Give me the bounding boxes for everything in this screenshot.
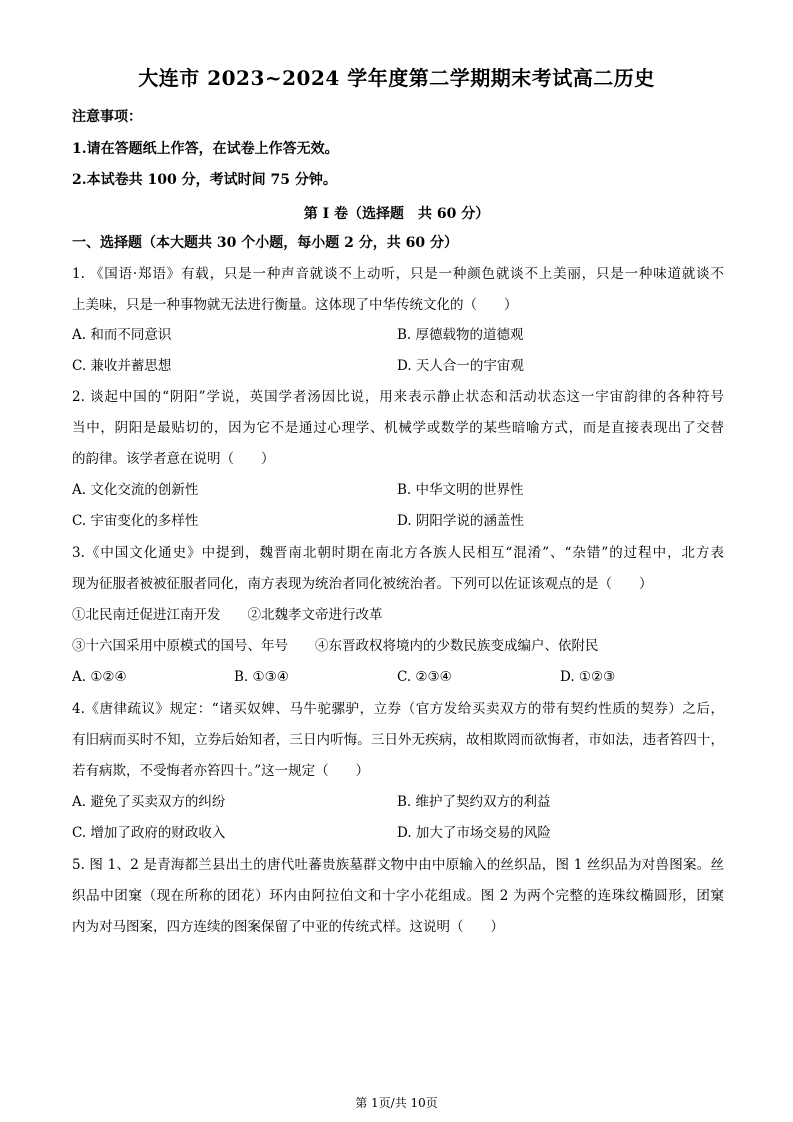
option-a: A. 文化交流的创新性 — [72, 482, 199, 498]
option-a: A. ①②④ — [72, 669, 127, 685]
option-a: A. 避免了买卖双方的纠纷 — [72, 794, 226, 810]
question-stem-line: 内为对马图案，四方连续的图案保留了中亚的传统式样。这说明（ ） — [72, 919, 504, 935]
part-title: 第 I 卷（选择题 共 60 分） — [303, 206, 490, 222]
question-stem-line: 有旧病而买时不知，立券后始知者，三日内听悔。三日外无疾病，故相欺罔而欲悔者，市如法，违者笞四十， — [72, 732, 724, 748]
question-stem-line: 的韵律。该学者意在说明（ ） — [72, 451, 275, 467]
question-stem-line: 上美味，只是一种事物就无法进行衡量。这体现了中华传统文化的（ ） — [72, 297, 518, 313]
option-d: D. 天人合一的宇宙观 — [397, 358, 524, 374]
option-c: C. 宇宙变化的多样性 — [72, 513, 199, 529]
question-stem-line: 3.《中国文化通史》中提到，魏晋南北朝时期在南北方各族人民相互“混淆”、“杂错”的过程中，北方表 — [72, 545, 724, 561]
option-c: C. ②③④ — [397, 669, 452, 685]
question-stem-line: 当中，阴阳是最贴切的，因为它不是通过心理学、机械学或数学的某些暗喻方式，而是直接表现出了交替 — [72, 420, 724, 436]
option-b: B. ①③④ — [234, 669, 289, 685]
question-stem-line: 5. 图 1、2 是青海都兰县出土的唐代吐蕃贵族墓群文物中由中原输入的丝织品，图 1 丝织品为对兽图案。丝 — [72, 857, 724, 873]
option-a: A. 和而不同意识 — [72, 327, 172, 343]
exam-title: 大连市 2023~2024 学年度第二学期期末考试高二历史 — [138, 66, 655, 90]
section-title: 一、选择题（本大题共 30 个小题，每小题 2 分，共 60 分） — [72, 235, 458, 251]
question-stem-line: 1. 《国语·郑语》有载，只是一种声音就谈不上动听，只是一种颜色就谈不上美丽，只是一种味道就谈不 — [72, 266, 724, 282]
option-d: D. 阴阳学说的涵盖性 — [397, 513, 524, 529]
notice-heading: 注意事项： — [72, 109, 142, 125]
statement-line: ①北民南迁促进江南开发 ②北魏孝文帝进行改革 — [72, 607, 383, 623]
statement-line: ③十六国采用中原模式的国号、年号 ④东晋政权将境内的少数民族变成编户、依附民 — [72, 638, 599, 654]
option-b: B. 维护了契约双方的利益 — [397, 794, 551, 810]
notice-item: 1.请在答题纸上作答，在试卷上作答无效。 — [72, 141, 339, 157]
question-stem-line: 现为征服者被被征服者同化，南方表现为统治者同化被统治者。下列可以佐证该观点的是（ ） — [72, 576, 653, 592]
question-stem-line: 4.《唐律疏议》规定：“诸买奴婢、马牛驼骡驴，立券（官方发给买卖双方的带有契约性质的契券）之后， — [72, 701, 724, 717]
option-b: B. 中华文明的世界性 — [397, 482, 524, 498]
notice-item: 2.本试卷共 100 分，考试时间 75 分钟。 — [72, 172, 337, 188]
option-b: B. 厚德载物的道德观 — [397, 327, 524, 343]
option-c: C. 增加了政府的财政收入 — [72, 825, 226, 841]
question-stem-line: 织品中团窠（现在所称的团花）环内由阿拉伯文和十字小花组成。图 2 为两个完整的连珠纹椭圆形，团窠 — [72, 888, 724, 904]
option-d: D. ①②③ — [560, 669, 616, 685]
option-c: C. 兼收并蓄思想 — [72, 358, 172, 374]
option-d: D. 加大了市场交易的风险 — [397, 825, 551, 841]
page-number: 第 1页/共 10页 — [355, 1096, 438, 1110]
question-stem-line: 2. 谈起中国的“阴阳”学说，英国学者汤因比说，用来表示静止状态和活动状态这一宇宙韵律的各种符号 — [72, 389, 724, 405]
question-stem-line: 若有病欺，不受悔者亦笞四十。”这一规定（ ） — [72, 763, 370, 779]
